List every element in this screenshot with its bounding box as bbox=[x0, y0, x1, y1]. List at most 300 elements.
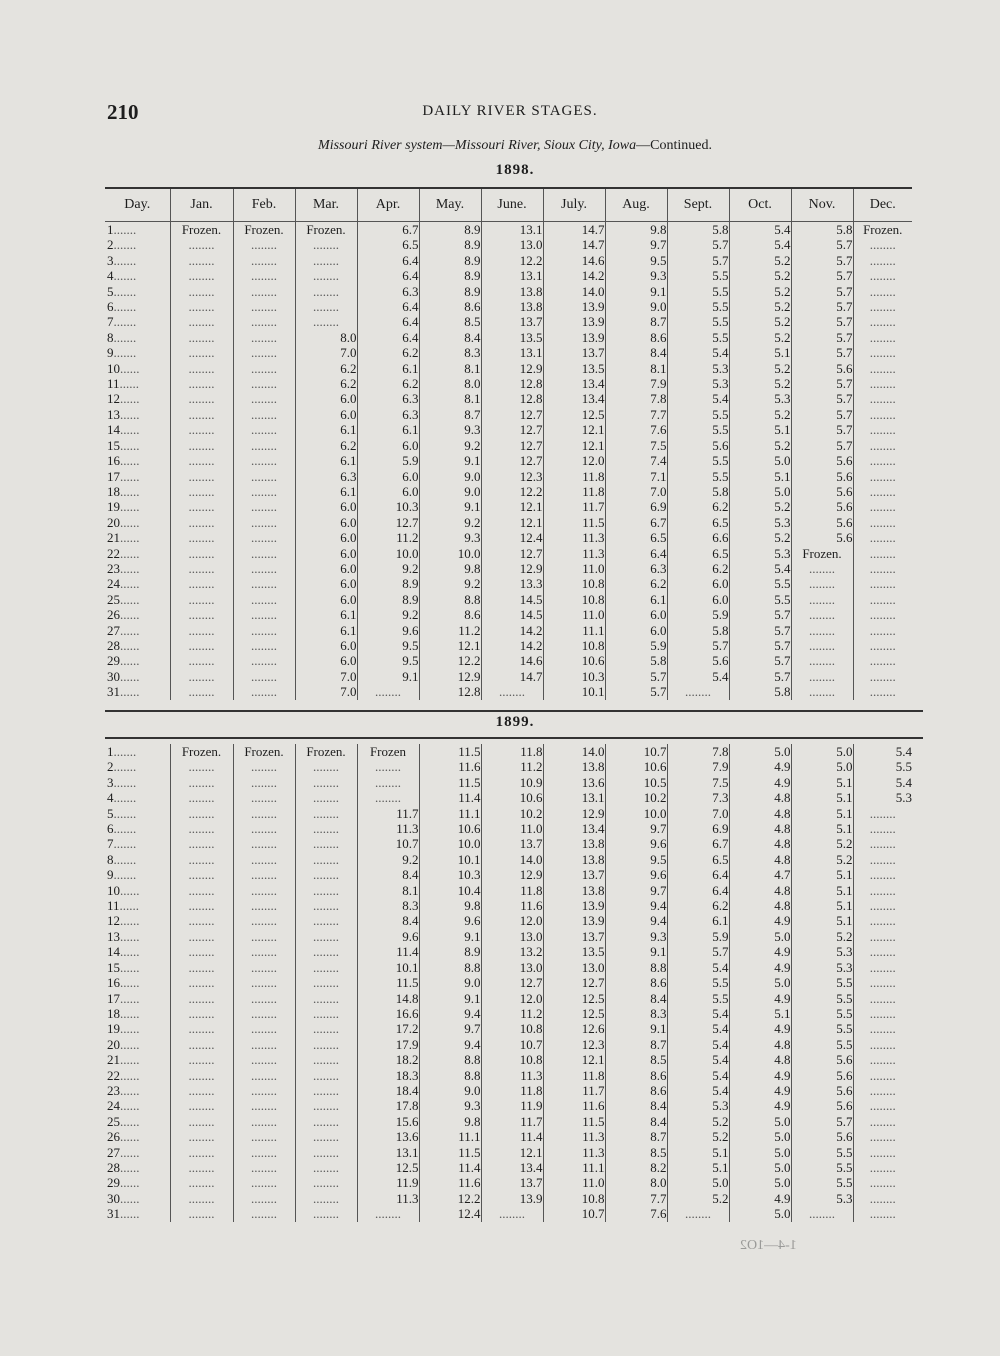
stage-cell: ........ bbox=[233, 1114, 295, 1129]
stage-cell: 5.7 bbox=[791, 438, 853, 453]
col-header-11: Nov. bbox=[791, 188, 853, 222]
stage-cell: 8.9 bbox=[419, 237, 481, 252]
col-header-1: Jan. bbox=[170, 188, 233, 222]
stage-cell: 5.3 bbox=[729, 515, 791, 530]
stage-cell: 5.4 bbox=[667, 391, 729, 406]
stage-cell: 5.3 bbox=[729, 391, 791, 406]
table-row bbox=[105, 867, 912, 882]
table-row bbox=[105, 1052, 912, 1067]
stage-cell: 18.4 bbox=[357, 1083, 419, 1098]
stage-cell: 9.7 bbox=[419, 1021, 481, 1036]
subtitle-tail: —Continued. bbox=[636, 138, 712, 153]
day-cell: 31...... bbox=[107, 684, 140, 700]
table-row bbox=[105, 684, 912, 699]
stage-cell: ........ bbox=[170, 883, 233, 898]
stage-cell: Frozen bbox=[357, 744, 419, 759]
stage-cell: 7.0 bbox=[605, 484, 667, 499]
day-cell: 31...... bbox=[107, 1206, 140, 1222]
table-row bbox=[105, 530, 912, 545]
stage-cell: ........ bbox=[853, 237, 912, 252]
stage-cell: 9.7 bbox=[605, 883, 667, 898]
stage-cell: 11.9 bbox=[357, 1175, 419, 1190]
stage-cell: 8.6 bbox=[605, 1068, 667, 1083]
stage-cell: ........ bbox=[853, 576, 912, 591]
stage-cell: 12.1 bbox=[543, 438, 605, 453]
stage-cell: ........ bbox=[481, 684, 543, 699]
stage-cell: 6.5 bbox=[605, 530, 667, 545]
day-cell: 1....... bbox=[107, 744, 137, 759]
stage-cell: 5.4 bbox=[667, 1068, 729, 1083]
stage-cell: 5.6 bbox=[791, 1083, 853, 1098]
stage-cell: 6.0 bbox=[667, 592, 729, 607]
stage-cell: ........ bbox=[791, 623, 853, 638]
table-row bbox=[105, 759, 912, 774]
stage-cell: 6.0 bbox=[357, 469, 419, 484]
stage-cell: 9.1 bbox=[419, 929, 481, 944]
stage-cell: Frozen. bbox=[170, 744, 233, 759]
stage-cell: ........ bbox=[853, 944, 912, 959]
stage-cell: 11.8 bbox=[481, 744, 543, 759]
table-row bbox=[105, 314, 912, 329]
col-header-6: June. bbox=[481, 188, 543, 222]
stage-cell: 6.4 bbox=[357, 268, 419, 283]
stage-cell: 5.0 bbox=[729, 1206, 791, 1221]
stage-cell: 5.6 bbox=[791, 484, 853, 499]
stage-cell: 4.9 bbox=[729, 759, 791, 774]
stage-cell: 4.9 bbox=[729, 1098, 791, 1113]
stage-cell: 13.1 bbox=[481, 268, 543, 283]
day-cell: 3....... bbox=[107, 774, 137, 790]
day-cell: 24...... bbox=[107, 1098, 140, 1114]
stage-cell: ........ bbox=[357, 775, 419, 790]
stage-cell: ........ bbox=[853, 391, 912, 406]
stage-cell: 12.2 bbox=[419, 1191, 481, 1206]
stage-cell: 6.2 bbox=[357, 345, 419, 360]
stage-cell: 5.7 bbox=[729, 607, 791, 622]
stage-cell: 9.8 bbox=[419, 561, 481, 576]
stage-cell: ........ bbox=[853, 607, 912, 622]
stage-cell: 10.2 bbox=[481, 806, 543, 821]
stage-cell: 7.7 bbox=[605, 407, 667, 422]
stage-cell: 4.8 bbox=[729, 1052, 791, 1067]
stage-cell: ........ bbox=[170, 852, 233, 867]
stage-cell: 5.1 bbox=[729, 1006, 791, 1021]
day-cell: 6....... bbox=[107, 821, 137, 837]
stage-cell: 4.9 bbox=[729, 991, 791, 1006]
stage-cell: 14.6 bbox=[543, 253, 605, 268]
stage-cell: 13.8 bbox=[543, 883, 605, 898]
river-stage-table-1899 bbox=[105, 744, 912, 1222]
stage-cell: 18.2 bbox=[357, 1052, 419, 1067]
stage-cell: ........ bbox=[853, 1021, 912, 1036]
stage-cell: 14.0 bbox=[481, 852, 543, 867]
day-cell: 17...... bbox=[107, 468, 140, 484]
table-row bbox=[105, 284, 912, 299]
stage-cell: 9.0 bbox=[419, 975, 481, 990]
stage-cell: 11.0 bbox=[543, 607, 605, 622]
stage-cell: ........ bbox=[170, 561, 233, 576]
stage-cell: 13.4 bbox=[543, 391, 605, 406]
stage-cell: ........ bbox=[170, 284, 233, 299]
stage-cell: 11.8 bbox=[481, 1083, 543, 1098]
stage-cell: 6.4 bbox=[667, 867, 729, 882]
stage-cell: ........ bbox=[853, 653, 912, 668]
stage-cell: 10.5 bbox=[605, 775, 667, 790]
stage-cell: 12.5 bbox=[543, 1006, 605, 1021]
stage-cell: ........ bbox=[233, 929, 295, 944]
stage-cell: 5.0 bbox=[729, 1175, 791, 1190]
stage-cell: 10.8 bbox=[481, 1052, 543, 1067]
stage-cell: 5.5 bbox=[667, 469, 729, 484]
stage-cell: 10.9 bbox=[481, 775, 543, 790]
stage-cell: 5.7 bbox=[791, 253, 853, 268]
table-subtitle bbox=[0, 138, 1000, 154]
stage-cell: ........ bbox=[170, 607, 233, 622]
stage-cell: ........ bbox=[853, 330, 912, 345]
stage-cell: 5.6 bbox=[667, 653, 729, 668]
stage-cell: 9.2 bbox=[419, 515, 481, 530]
stage-cell: 7.8 bbox=[667, 744, 729, 759]
stage-cell: ........ bbox=[791, 607, 853, 622]
stage-cell: 5.8 bbox=[605, 653, 667, 668]
stage-cell: 6.4 bbox=[357, 299, 419, 314]
stage-cell: ........ bbox=[791, 638, 853, 653]
table-row bbox=[105, 607, 912, 622]
stage-cell: 5.8 bbox=[791, 222, 853, 238]
stage-cell: ........ bbox=[233, 1145, 295, 1160]
stage-cell: ........ bbox=[853, 806, 912, 821]
stage-cell: ........ bbox=[233, 759, 295, 774]
table-row bbox=[105, 1129, 912, 1144]
stage-cell: 13.1 bbox=[543, 790, 605, 805]
day-cell: 7....... bbox=[107, 314, 137, 330]
stage-cell: 9.2 bbox=[357, 852, 419, 867]
stage-cell: 7.6 bbox=[605, 422, 667, 437]
day-cell: 25...... bbox=[107, 1113, 140, 1129]
stage-cell: 13.7 bbox=[481, 1175, 543, 1190]
stage-cell: 10.1 bbox=[357, 960, 419, 975]
table-row bbox=[105, 1145, 912, 1160]
stage-cell: ........ bbox=[853, 1098, 912, 1113]
stage-cell: 6.3 bbox=[357, 284, 419, 299]
day-cell: 21...... bbox=[107, 530, 140, 546]
table-row bbox=[105, 1083, 912, 1098]
stage-cell: 5.5 bbox=[667, 299, 729, 314]
stage-cell: 12.7 bbox=[481, 975, 543, 990]
stage-cell: ........ bbox=[295, 1145, 357, 1160]
stage-cell: ........ bbox=[295, 284, 357, 299]
stage-cell: 9.0 bbox=[419, 469, 481, 484]
stage-cell: 8.6 bbox=[419, 607, 481, 622]
stage-cell: 13.9 bbox=[543, 913, 605, 928]
stage-cell: 13.9 bbox=[543, 330, 605, 345]
stage-cell: ........ bbox=[233, 836, 295, 851]
stage-cell: 4.9 bbox=[729, 1083, 791, 1098]
stage-cell: 6.0 bbox=[605, 607, 667, 622]
stage-cell: 11.6 bbox=[419, 1175, 481, 1190]
stage-cell: 11.8 bbox=[543, 1068, 605, 1083]
stage-cell: ........ bbox=[853, 991, 912, 1006]
stage-cell: ........ bbox=[170, 592, 233, 607]
stage-cell: 4.8 bbox=[729, 1037, 791, 1052]
stage-cell: 6.1 bbox=[295, 453, 357, 468]
stage-cell: 12.9 bbox=[543, 806, 605, 821]
table-row bbox=[105, 453, 912, 468]
stage-cell: 7.4 bbox=[605, 453, 667, 468]
table-row bbox=[105, 499, 912, 514]
stage-cell: 6.2 bbox=[605, 576, 667, 591]
stage-cell: 11.2 bbox=[419, 623, 481, 638]
stage-cell: 10.8 bbox=[543, 1191, 605, 1206]
stage-cell: 12.9 bbox=[419, 669, 481, 684]
stage-cell: 8.4 bbox=[357, 913, 419, 928]
stage-cell: 8.7 bbox=[605, 1037, 667, 1052]
stage-cell: 8.9 bbox=[357, 592, 419, 607]
stage-cell: ........ bbox=[295, 1006, 357, 1021]
stage-cell: 4.7 bbox=[729, 867, 791, 882]
stage-cell: 10.0 bbox=[419, 546, 481, 561]
table-row bbox=[105, 836, 912, 851]
stage-cell: 10.3 bbox=[543, 669, 605, 684]
stage-cell: 18.3 bbox=[357, 1068, 419, 1083]
stage-cell: 12.1 bbox=[543, 422, 605, 437]
stage-cell: ........ bbox=[170, 1114, 233, 1129]
stage-cell: ........ bbox=[853, 684, 912, 699]
stage-cell: 5.4 bbox=[667, 1037, 729, 1052]
stage-cell: 4.8 bbox=[729, 883, 791, 898]
stage-cell: 5.1 bbox=[791, 775, 853, 790]
stage-cell: 12.3 bbox=[543, 1037, 605, 1052]
stage-cell: 8.5 bbox=[605, 1145, 667, 1160]
stage-cell: 5.7 bbox=[729, 653, 791, 668]
stage-cell: 8.1 bbox=[419, 391, 481, 406]
stage-cell: ........ bbox=[667, 684, 729, 699]
stage-cell: 9.1 bbox=[605, 284, 667, 299]
stage-cell: ........ bbox=[233, 438, 295, 453]
stage-cell: 6.0 bbox=[295, 561, 357, 576]
stage-cell: 9.5 bbox=[605, 852, 667, 867]
stage-cell: 14.6 bbox=[481, 653, 543, 668]
stage-cell: ........ bbox=[170, 1083, 233, 1098]
stage-cell: ........ bbox=[170, 960, 233, 975]
stage-cell: ........ bbox=[853, 913, 912, 928]
stage-cell: 9.4 bbox=[419, 1006, 481, 1021]
stage-cell: ........ bbox=[170, 299, 233, 314]
stage-cell: 6.0 bbox=[295, 576, 357, 591]
stage-cell: 5.6 bbox=[791, 515, 853, 530]
stage-cell: 9.5 bbox=[605, 253, 667, 268]
stage-cell: ........ bbox=[170, 422, 233, 437]
stage-cell: 6.0 bbox=[295, 499, 357, 514]
stage-cell: ........ bbox=[295, 867, 357, 882]
stage-cell: 5.0 bbox=[729, 1114, 791, 1129]
stage-cell: ........ bbox=[170, 530, 233, 545]
stage-cell: 9.3 bbox=[419, 530, 481, 545]
stage-cell: 13.5 bbox=[543, 361, 605, 376]
stage-cell: ........ bbox=[233, 1129, 295, 1144]
stage-cell: 5.6 bbox=[791, 1129, 853, 1144]
stage-cell: 9.5 bbox=[357, 653, 419, 668]
stage-cell: ........ bbox=[853, 515, 912, 530]
stage-cell: 14.0 bbox=[543, 744, 605, 759]
stage-cell: 5.5 bbox=[667, 268, 729, 283]
stage-cell: ........ bbox=[233, 453, 295, 468]
stage-cell: ........ bbox=[233, 1191, 295, 1206]
stage-cell: 6.1 bbox=[357, 422, 419, 437]
stage-cell: 5.0 bbox=[729, 484, 791, 499]
day-cell: 5....... bbox=[107, 805, 137, 821]
stage-cell: 13.6 bbox=[357, 1129, 419, 1144]
day-cell: 26...... bbox=[107, 607, 140, 623]
stage-cell: 9.4 bbox=[605, 898, 667, 913]
stage-cell: 5.8 bbox=[667, 484, 729, 499]
stage-cell: 10.0 bbox=[419, 836, 481, 851]
stage-cell: ........ bbox=[170, 1021, 233, 1036]
stage-cell: ........ bbox=[233, 790, 295, 805]
stage-cell: 5.7 bbox=[791, 314, 853, 329]
stage-cell: ........ bbox=[853, 499, 912, 514]
stage-cell: 9.5 bbox=[357, 638, 419, 653]
stage-cell: 5.0 bbox=[729, 1129, 791, 1144]
stage-cell: 4.9 bbox=[729, 1068, 791, 1083]
stage-cell: ........ bbox=[295, 883, 357, 898]
stage-cell: 12.1 bbox=[543, 1052, 605, 1067]
stage-cell: ........ bbox=[791, 576, 853, 591]
stage-cell: 5.2 bbox=[729, 330, 791, 345]
stage-cell: 14.0 bbox=[543, 284, 605, 299]
stage-cell: ........ bbox=[295, 929, 357, 944]
table-row bbox=[105, 391, 912, 406]
stage-cell: 13.8 bbox=[481, 299, 543, 314]
stage-cell: ........ bbox=[170, 1191, 233, 1206]
day-cell: 26...... bbox=[107, 1129, 140, 1145]
table-row bbox=[105, 806, 912, 821]
stage-cell: 8.5 bbox=[419, 314, 481, 329]
stage-cell: 9.0 bbox=[605, 299, 667, 314]
stage-cell: 5.0 bbox=[729, 453, 791, 468]
stage-cell: 9.1 bbox=[605, 944, 667, 959]
stage-cell: 6.4 bbox=[357, 253, 419, 268]
day-cell: 5....... bbox=[107, 283, 137, 299]
day-cell: 2....... bbox=[107, 759, 137, 775]
stage-cell: 12.9 bbox=[481, 561, 543, 576]
stage-cell: 9.6 bbox=[419, 913, 481, 928]
stage-cell: 5.7 bbox=[791, 407, 853, 422]
stage-cell: 11.5 bbox=[543, 1114, 605, 1129]
stage-cell: 6.2 bbox=[667, 561, 729, 576]
stage-cell: 5.1 bbox=[729, 469, 791, 484]
day-cell: 27...... bbox=[107, 1144, 140, 1160]
table-row bbox=[105, 960, 912, 975]
stage-cell: ........ bbox=[853, 422, 912, 437]
stage-cell: 6.2 bbox=[667, 499, 729, 514]
table-row bbox=[105, 1068, 912, 1083]
col-header-8: Aug. bbox=[605, 188, 667, 222]
stage-cell: ........ bbox=[170, 944, 233, 959]
table-row bbox=[105, 1037, 912, 1052]
stage-cell: ........ bbox=[295, 806, 357, 821]
stage-cell: ........ bbox=[233, 775, 295, 790]
day-cell: 30...... bbox=[107, 668, 140, 684]
stage-cell: 11.3 bbox=[357, 1191, 419, 1206]
stage-cell: 17.2 bbox=[357, 1021, 419, 1036]
stage-cell: 6.7 bbox=[605, 515, 667, 530]
stage-cell: 8.9 bbox=[419, 944, 481, 959]
day-cell: 9....... bbox=[107, 867, 137, 883]
section-rule-top bbox=[105, 737, 923, 739]
stage-cell: 12.7 bbox=[481, 546, 543, 561]
stage-cell: 5.3 bbox=[667, 361, 729, 376]
stage-cell: 10.8 bbox=[543, 592, 605, 607]
stage-cell: 9.3 bbox=[605, 268, 667, 283]
stage-cell: 5.3 bbox=[791, 944, 853, 959]
stage-cell: 10.3 bbox=[419, 867, 481, 882]
header-row bbox=[105, 188, 912, 222]
stage-cell: 6.0 bbox=[295, 653, 357, 668]
table-row bbox=[105, 623, 912, 638]
stage-cell: ........ bbox=[295, 975, 357, 990]
stage-cell: 11.4 bbox=[419, 790, 481, 805]
stage-cell: 14.2 bbox=[481, 623, 543, 638]
day-cell: 19...... bbox=[107, 1021, 140, 1037]
stage-cell: 12.1 bbox=[481, 499, 543, 514]
stage-cell: 5.5 bbox=[853, 759, 912, 774]
stage-cell: 5.4 bbox=[667, 345, 729, 360]
stage-cell: ........ bbox=[170, 376, 233, 391]
stage-cell: ........ bbox=[233, 561, 295, 576]
stage-cell: 9.1 bbox=[357, 669, 419, 684]
day-cell: 4....... bbox=[107, 790, 137, 806]
stage-cell: 8.4 bbox=[605, 1114, 667, 1129]
stage-cell: ........ bbox=[170, 330, 233, 345]
stage-cell: ........ bbox=[233, 623, 295, 638]
stage-cell: 6.2 bbox=[295, 438, 357, 453]
table-row bbox=[105, 790, 912, 805]
stage-cell: ........ bbox=[170, 391, 233, 406]
stage-cell: Frozen. bbox=[233, 222, 295, 238]
stage-cell: ........ bbox=[853, 836, 912, 851]
stage-cell: ........ bbox=[170, 623, 233, 638]
stage-cell: 13.8 bbox=[543, 759, 605, 774]
subtitle-italic: Missouri River system—Missouri River, Sioux City, Iowa bbox=[318, 138, 637, 153]
table-row bbox=[105, 515, 912, 530]
stage-cell: 6.0 bbox=[295, 592, 357, 607]
table-row bbox=[105, 1160, 912, 1175]
stage-cell: 13.8 bbox=[543, 852, 605, 867]
stage-cell: 13.0 bbox=[481, 929, 543, 944]
stage-cell: 11.0 bbox=[481, 821, 543, 836]
river-stage-table-1898 bbox=[105, 187, 912, 700]
stage-cell: 12.7 bbox=[481, 438, 543, 453]
stage-cell: 5.6 bbox=[791, 1098, 853, 1113]
stage-cell: 5.5 bbox=[791, 975, 853, 990]
stage-cell: 10.0 bbox=[357, 546, 419, 561]
stage-cell: 12.6 bbox=[543, 1021, 605, 1036]
stage-cell: 4.8 bbox=[729, 806, 791, 821]
stage-cell: 12.8 bbox=[481, 376, 543, 391]
stage-cell: 7.7 bbox=[605, 1191, 667, 1206]
stage-cell: 9.6 bbox=[605, 867, 667, 882]
page-number: 210 bbox=[107, 100, 139, 124]
stage-cell: 9.2 bbox=[357, 607, 419, 622]
stage-cell: 6.1 bbox=[295, 422, 357, 437]
stage-cell: Frozen. bbox=[791, 546, 853, 561]
stage-cell: 6.4 bbox=[667, 883, 729, 898]
stage-cell: 5.0 bbox=[667, 1175, 729, 1190]
col-header-4: Apr. bbox=[357, 188, 419, 222]
stage-cell: 5.6 bbox=[791, 361, 853, 376]
day-cell: 23...... bbox=[107, 560, 140, 576]
